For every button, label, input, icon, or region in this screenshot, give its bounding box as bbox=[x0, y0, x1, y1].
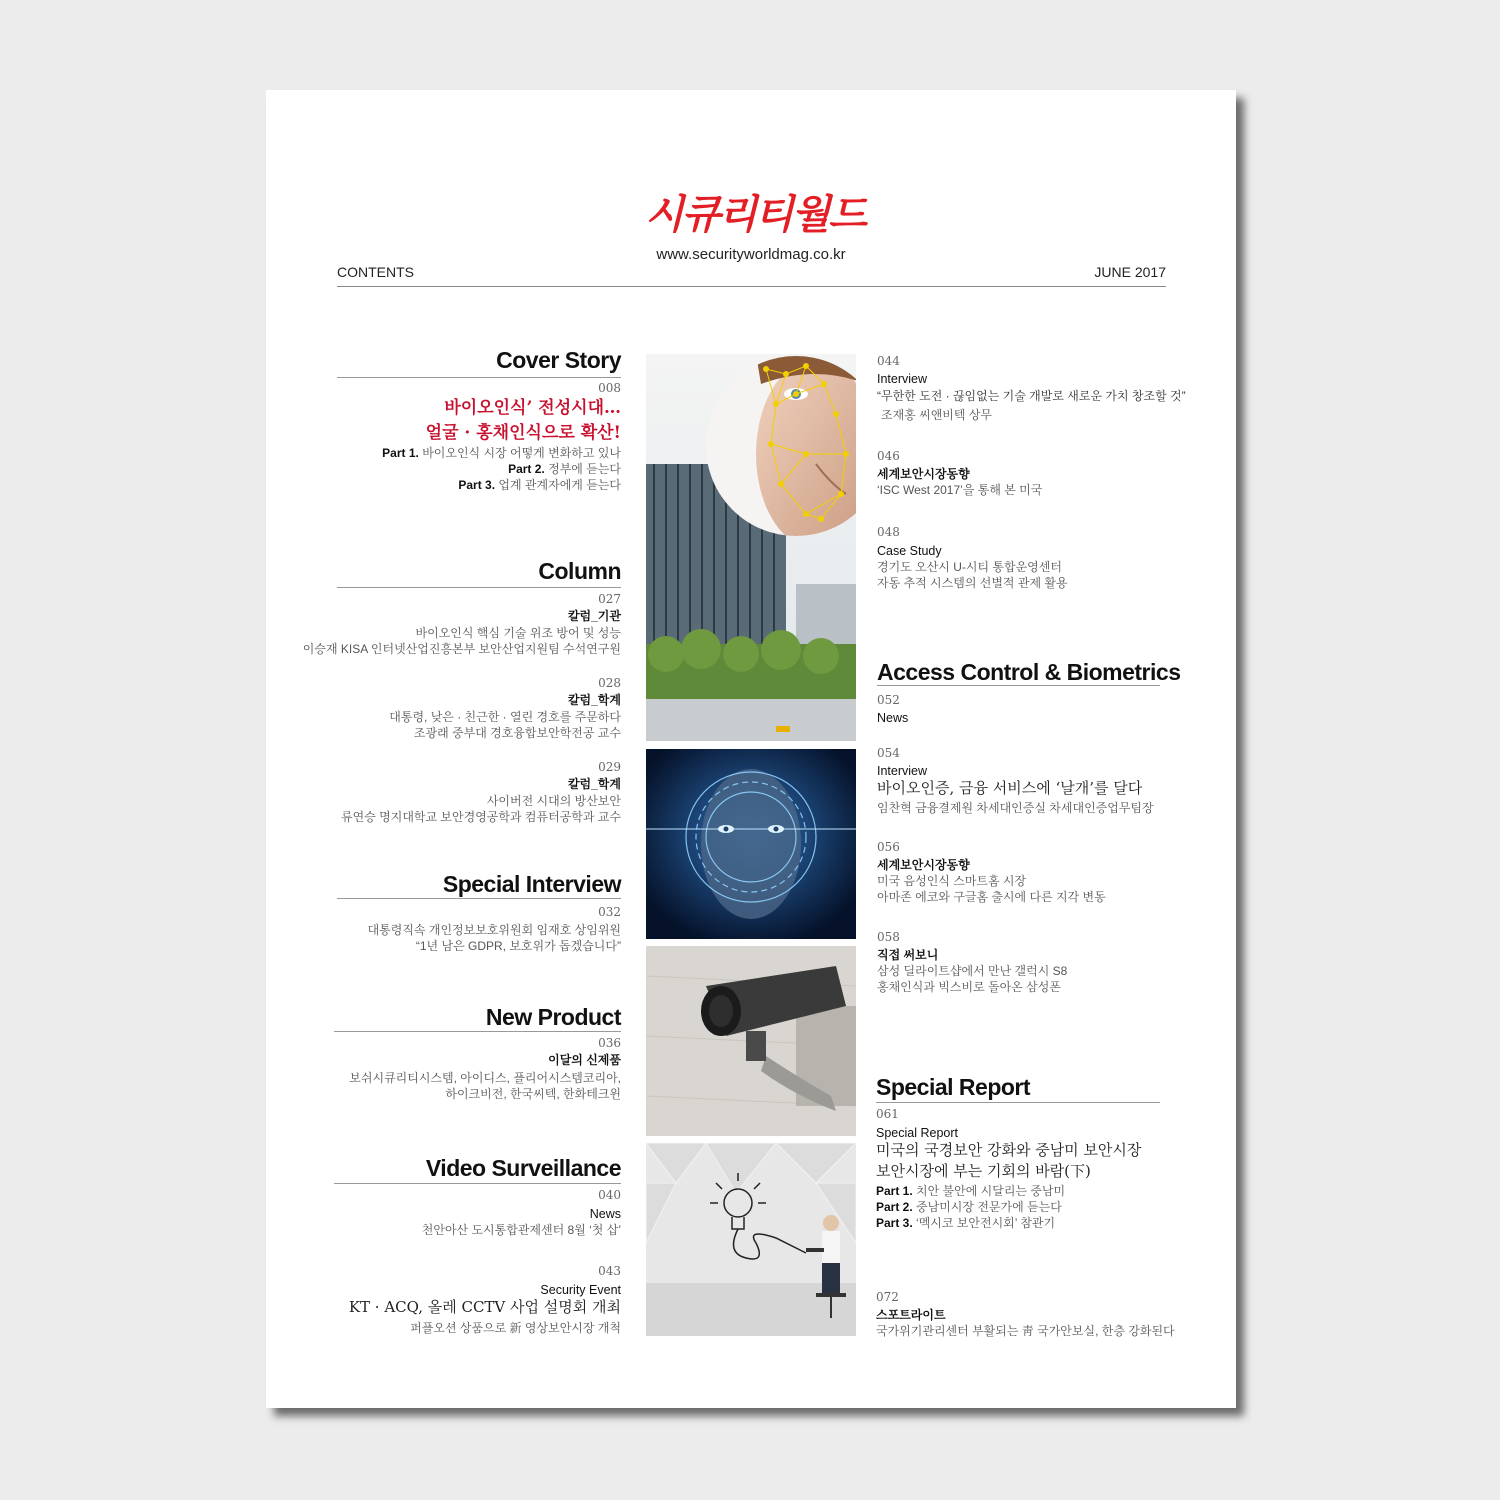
biometric-face-scan-photo bbox=[646, 749, 856, 939]
cover-part-3: Part 3. 업계 관계자에게 듣는다 bbox=[458, 478, 621, 492]
section-title-video-surveillance: Video Surveillance bbox=[425, 1155, 621, 1181]
contents-label: CONTENTS bbox=[337, 264, 414, 280]
right-line: 자동 추적 시스템의 선별적 관제 활용 bbox=[877, 576, 1068, 590]
sr-category: Special Report bbox=[876, 1126, 958, 1140]
section-divider bbox=[876, 1102, 1160, 1103]
page-number: 054 bbox=[877, 746, 900, 760]
page-number: 029 bbox=[598, 760, 621, 774]
ac-headline: 바이오인증, 금융 서비스에 ‘날개’를 달다 bbox=[877, 779, 1143, 797]
sr-part-3: Part 3. ‘멕시코 보안전시회’ 참관기 bbox=[876, 1216, 1056, 1230]
right-line: ‘ISC West 2017’을 통해 본 미국 bbox=[877, 483, 1043, 497]
sr-headline-1: 미국의 국경보안 강화와 중남미 보안시장 bbox=[876, 1141, 1142, 1159]
section-title-access-control: Access Control & Biometrics bbox=[877, 659, 1181, 685]
ac-line: 미국 음성인식 스마트홈 시장 bbox=[877, 874, 1027, 888]
page-number: 061 bbox=[876, 1107, 899, 1121]
column-title: 사이버전 시대의 방산보안 bbox=[486, 794, 621, 808]
interview-line-2: “1년 남은 GDPR, 보호위가 돕겠습니다” bbox=[415, 939, 621, 953]
page-number: 043 bbox=[598, 1264, 621, 1278]
section-divider bbox=[337, 898, 621, 899]
ac-line: 홍채인식과 빅스비로 돌아온 삼성폰 bbox=[877, 980, 1061, 994]
page-number: 072 bbox=[876, 1290, 899, 1304]
page-number: 028 bbox=[598, 676, 621, 690]
section-divider bbox=[337, 377, 621, 378]
interview-line-1: 대통령직속 개인정보보호위원회 임재호 상임위원 bbox=[367, 923, 621, 937]
new-product-line-1: 보쉬시큐리티시스템, 아이디스, 플리어시스템코리아, bbox=[349, 1071, 621, 1085]
page-number: 056 bbox=[877, 840, 900, 854]
right-category: Interview bbox=[877, 372, 928, 386]
ac-line: 삼성 딜라이트샵에서 만난 갤럭시 S8 bbox=[877, 964, 1068, 978]
section-divider bbox=[877, 685, 1160, 686]
cover-headline-1: 바이오인식’ 전성시대… bbox=[444, 398, 621, 418]
page-number: 008 bbox=[598, 381, 621, 395]
header-divider bbox=[337, 286, 1166, 287]
ac-line: 아마존 에코와 구글홈 출시에 다른 지각 변동 bbox=[877, 890, 1106, 904]
vs-headline: KT · ACQ, 올레 CCTV 사업 설명회 개최 bbox=[348, 1298, 621, 1316]
section-title-special-interview: Special Interview bbox=[442, 871, 621, 897]
right-category: 세계보안시장동향 bbox=[877, 467, 970, 481]
vs-line: 천안아산 도시통합관제센터 8월 ‘첫 삽’ bbox=[421, 1223, 621, 1237]
section-divider bbox=[337, 587, 621, 588]
lightbulb-idea-photo bbox=[646, 1143, 856, 1336]
right-line: 조재홍 씨앤비텍 상무 bbox=[881, 408, 992, 422]
right-category: Case Study bbox=[877, 544, 942, 558]
column-author: 조광래 중부대 경호융합보안학전공 교수 bbox=[413, 726, 621, 740]
cover-photo-face-building bbox=[646, 354, 856, 741]
cctv-camera-photo bbox=[646, 946, 856, 1136]
column-category: 칼럼_기관 bbox=[567, 609, 621, 623]
page-number: 052 bbox=[877, 693, 900, 707]
ac-category: Interview bbox=[877, 764, 928, 778]
ac-category: 직접 써보니 bbox=[877, 948, 939, 962]
page-number: 058 bbox=[877, 930, 900, 944]
section-title-column: Column bbox=[538, 558, 621, 584]
sr-headline-2: 보안시장에 부는 기회의 바람(下) bbox=[876, 1162, 1091, 1180]
spotlight-line: 국가위기관리센터 부활되는 靑 국가안보실, 한층 강화된다 bbox=[876, 1324, 1175, 1338]
cover-headline-2: 얼굴 · 홍채인식으로 확산! bbox=[425, 423, 621, 443]
section-divider bbox=[334, 1183, 621, 1184]
new-product-line-2: 하이크비전, 한국씨텍, 한화테크윈 bbox=[445, 1087, 621, 1101]
masthead-url: www.securityworldmag.co.kr bbox=[656, 246, 846, 263]
issue-date: JUNE 2017 bbox=[1094, 264, 1166, 280]
cover-part-2: Part 2. 정부에 듣는다 bbox=[508, 462, 621, 476]
section-divider bbox=[334, 1031, 621, 1032]
vs-category: Security Event bbox=[540, 1283, 621, 1297]
column-title: 대통령, 낮은 · 친근한 · 열린 경호를 주문하다 bbox=[389, 710, 621, 724]
sr-part-2: Part 2. 중남미시장 전문가에 듣는다 bbox=[876, 1200, 1062, 1214]
column-category: 칼럼_학계 bbox=[567, 693, 621, 707]
section-title-special-report: Special Report bbox=[876, 1074, 1031, 1100]
section-title-cover-story: Cover Story bbox=[496, 347, 621, 373]
new-product-category: 이달의 신제품 bbox=[548, 1053, 621, 1067]
column-author: 이승재 KISA 인터넷산업진흥본부 보안산업지원팀 수석연구원 bbox=[302, 642, 621, 656]
page-number: 027 bbox=[598, 592, 621, 606]
page-number: 036 bbox=[598, 1036, 621, 1050]
column-title: 바이오인식 핵심 기술 위조 방어 및 성능 bbox=[415, 626, 621, 640]
ac-category: 세계보안시장동향 bbox=[877, 858, 970, 872]
magazine-page bbox=[266, 90, 1236, 1408]
page-number: 032 bbox=[598, 905, 621, 919]
vs-line: 퍼플오션 상품으로 新 영상보안시장 개척 bbox=[410, 1321, 621, 1335]
cover-part-1: Part 1. 바이오인식 시장 어떻게 변화하고 있나 bbox=[382, 446, 621, 460]
right-headline: “무한한 도전 · 끊임없는 기술 개발로 새로운 가치 창조할 것” bbox=[877, 389, 1186, 403]
ac-category: News bbox=[877, 711, 909, 725]
sr-part-1: Part 1. 치안 불안에 시달리는 중남미 bbox=[876, 1184, 1066, 1198]
column-author: 류연승 명지대학교 보안경영공학과 컴퓨터공학과 교수 bbox=[341, 810, 621, 824]
section-title-new-product: New Product bbox=[485, 1004, 621, 1030]
spotlight-category: 스포트라이트 bbox=[876, 1308, 946, 1322]
page-number: 048 bbox=[877, 525, 900, 539]
page-number: 040 bbox=[598, 1188, 621, 1202]
page-number: 046 bbox=[877, 449, 900, 463]
right-line: 경기도 오산시 U-시티 통합운영센터 bbox=[877, 560, 1062, 574]
column-category: 칼럼_학계 bbox=[567, 777, 621, 791]
masthead-logo: 시큐리티월드 bbox=[645, 192, 865, 238]
page-number: 044 bbox=[877, 354, 900, 368]
ac-line: 임찬혁 금융결제원 차세대인증실 차세대인증업무팀장 bbox=[877, 801, 1154, 815]
vs-category: News bbox=[589, 1207, 621, 1221]
